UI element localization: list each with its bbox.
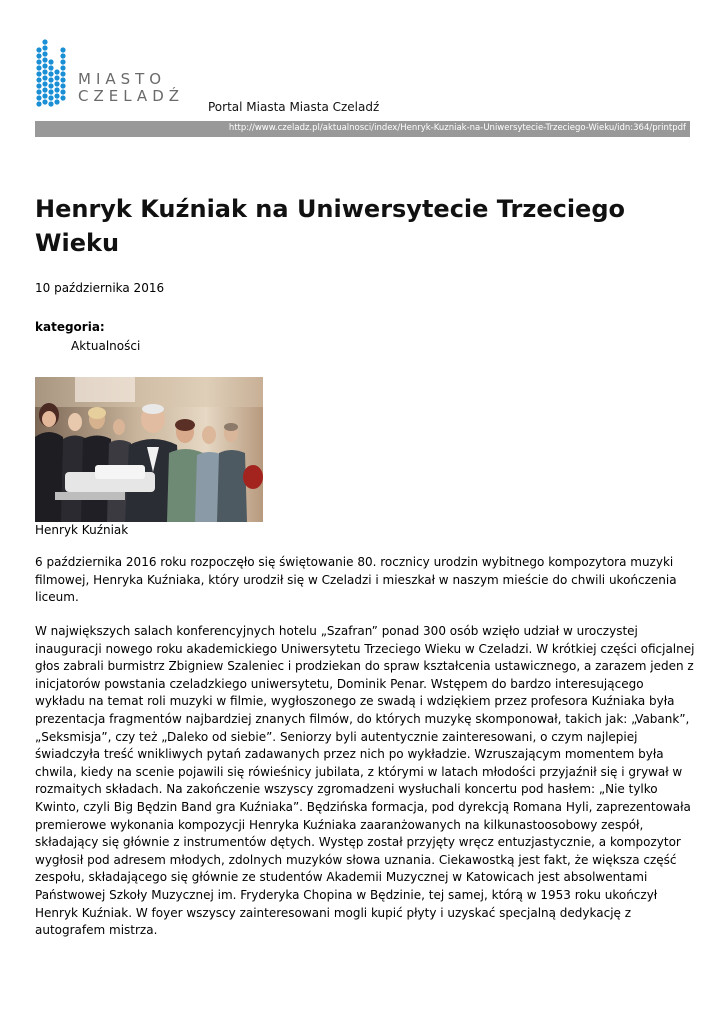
article-title: Henryk Kuźniak na Uniwersytecie Trzeciego Wieku (35, 195, 626, 257)
category-label: kategoria: (35, 320, 105, 334)
miasto-czeladz-dots-logo-icon (35, 38, 67, 110)
article-paragraph-1: 6 października 2016 roku rozpoczęło się świętowanie 80. rocznicy urodzin wybitnego kompozytora muzyki filmowej, Henryka Kuźniaka, który urodził się w Czeladzi i mieszkał w naszym mieście do chwili ukończenia liceum. (35, 555, 677, 605)
logo-line-1: MIASTO (78, 70, 167, 88)
category-value: Aktualności (71, 339, 141, 353)
logo-line-2: CZELADŹ (78, 87, 185, 105)
logo-text (78, 71, 184, 105)
portal-name: Portal Miasta Miasta Czeladź (208, 100, 380, 114)
article-photo (35, 377, 263, 522)
article-paragraph-2: W największych salach konferencyjnych hotelu „Szafran” ponad 300 osób wzięło udział w uroczystej inauguracji nowego roku akademickiego Uniwersytetu Trzeciego Wieku w Czeladzi. W krótkiej części oficjalnej głos zabrali burmistrz Zbigniew Szaleniec i prodziekan do spraw kształcenia ustawicznego, a zarazem jeden z inicjatorów powstania czeladzkiego uniwersytetu, Dominik Penar. Wstępem do bardzo interesującego wykładu na temat roli muzyki w filmie, wygłoszonego ze swadą i wdziękiem przez profesora Kuźniaka była prezentacja fragmentów najbardziej znanych filmów, do których muzykę skomponował, takich jak: „Vabank”, „Seksmisja”, czy też „Daleko od siebie”. Seniorzy byli autentycznie zainteresowani, o czym najlepiej świadczyła treść wnikliwych pytań zadawanych przez nich po wykładzie. Wzruszającym momentem była chwila, kiedy na scenie pojawili się rówieśnicy jubilata, z którymi w latach młodości przyjaźnił się i grywał w rozmaitych składach. Na zakończenie wszyscy zgromadzeni wysłuchali koncertu pod hasłem: „Nie tylko Kwinto, czyli Big Będzin Band gra Kuźniaka”. Będzińska formacja, pod dyrekcją Romana Hyli, zaprezentowała premierowe wykonania kompozycji Henryka Kuźniaka zaaranżowanych na kilkunastoosobowy zespół, składający się głównie z instrumentów dętych. Występ został przyjęty wręcz entuzjastycznie, a kompozytor wygłosił pod adresem młodych, zdolnych muzyków słowa uznania. Ciekawostką jest fakt, że większa część zespołu, składającego się głównie ze studentów Akademii Muzycznej w Katowicach jest absolwentami Państwowej Szkoły Muzycznej im. Fryderyka Chopina w Będzinie, tej samej, którą w 1953 roku ukończył Henryk Kuźniak. W foyer wszyscy zainteresowani mogli kupić płyty i uzyskać specjalną dedykację z autografem mistrza. (35, 624, 695, 938)
article-date: 10 października 2016 (35, 281, 165, 295)
photo-caption: Henryk Kuźniak (35, 523, 129, 537)
header (35, 38, 690, 118)
url-bar (35, 121, 690, 137)
audience-photo-icon (35, 377, 263, 522)
page-url[interactable]: http://www.czeladz.pl/aktualnosci/index/Henryk-Kuzniak-na-Uniwersytecie-Trzeciego-Wieku/idn:364/printpdf (228, 123, 686, 133)
